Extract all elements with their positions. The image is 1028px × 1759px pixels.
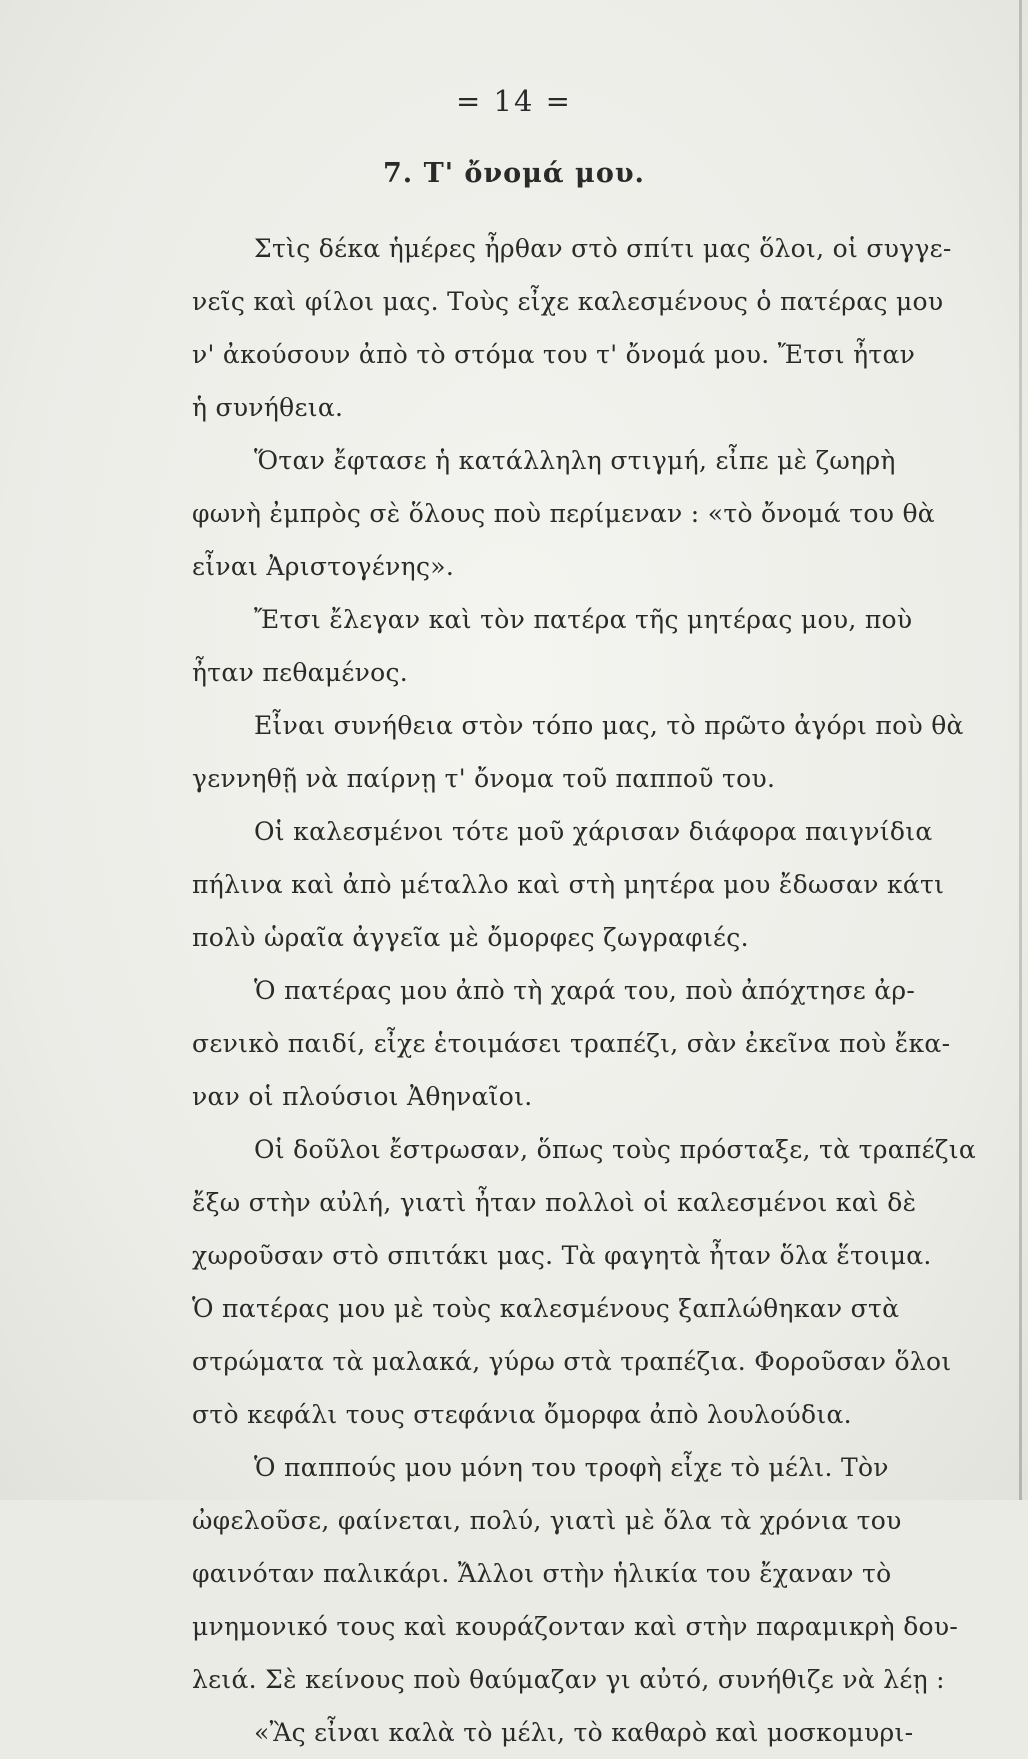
- text-line: ν' ἀκούσουν ἀπὸ τὸ στόμα του τ' ὄνομά μου. Ἔτσι ἦταν: [192, 340, 916, 369]
- text-line: Ὁ πατέρας μου μὲ τοὺς καλεσμένους ξαπλώθηκαν στὰ: [192, 1294, 900, 1323]
- text-line: Ὁ παππούς μου μόνη του τροφὴ εἶχε τὸ μέλι. Τὸν: [254, 1453, 889, 1482]
- chapter-title: 7. Τ' ὄνομά μου.: [383, 158, 645, 189]
- text-line: ἦταν πεθαμένος.: [192, 658, 409, 687]
- text-line: Στὶς δέκα ἡμέρες ἦρθαν στὸ σπίτι μας ὅλοι, οἱ συγγε-: [254, 234, 952, 263]
- text-line: ὠφελοῦσε, φαίνεται, πολύ, γιατὶ μὲ ὅλα τὰ χρόνια του: [192, 1506, 902, 1535]
- page-number: = 14 =: [456, 84, 572, 118]
- text-line: Οἱ καλεσμένοι τότε μοῦ χάρισαν διάφορα παιγνίδια: [254, 817, 933, 846]
- text-line: χωροῦσαν στὸ σπιτάκι μας. Τὰ φαγητὰ ἦταν ὅλα ἕτοιμα.: [192, 1241, 932, 1270]
- text-line: φωνὴ ἐμπρὸς σὲ ὅλους ποὺ περίμεναν : «τὸ ὄνομά του θὰ: [192, 499, 935, 528]
- text-line: Οἱ δοῦλοι ἔστρωσαν, ὅπως τοὺς πρόσταξε, τὰ τραπέζια: [254, 1135, 977, 1164]
- text-line: στρώματα τὰ μαλακά, γύρω στὰ τραπέζια. Φοροῦσαν ὅλοι: [192, 1347, 952, 1376]
- text-line: νεῖς καὶ φίλοι μας. Τοὺς εἶχε καλεσμένους ὁ πατέρας μου: [192, 287, 944, 316]
- text-line: πήλινα καὶ ἀπὸ μέταλλο καὶ στὴ μητέρα μου ἔδωσαν κάτι: [192, 870, 945, 899]
- page-edge-shadow: [1019, 0, 1022, 1500]
- text-line: λειά. Σὲ κείνους ποὺ θαύμαζαν γι αὐτό, συνήθιζε νὰ λέῃ :: [192, 1665, 945, 1694]
- text-line: στὸ κεφάλι τους στεφάνια ὄμορφα ἀπὸ λουλούδια.: [192, 1400, 852, 1429]
- text-line: Εἶναι συνήθεια στὸν τόπο μας, τὸ πρῶτο ἀγόρι ποὺ θὰ: [254, 711, 964, 740]
- text-line: ναν οἱ πλούσιοι Ἀθηναῖοι.: [192, 1082, 533, 1111]
- text-line: σενικὸ παιδί, εἶχε ἑτοιμάσει τραπέζι, σὰν ἐκεῖνα ποὺ ἔκα-: [192, 1029, 951, 1058]
- text-line: ἡ συνήθεια.: [192, 393, 344, 422]
- body-text: [192, 222, 992, 1759]
- text-line: πολὺ ὡραῖα ἀγγεῖα μὲ ὄμορφες ζωγραφιές.: [192, 923, 749, 952]
- text-line: Ἔτσι ἔλεγαν καὶ τὸν πατέρα τῆς μητέρας μου, ποὺ: [254, 605, 913, 634]
- text-line: Ὅταν ἔφτασε ἡ κατάλληλη στιγμή, εἶπε μὲ ζωηρὴ: [254, 446, 896, 475]
- text-line: γεννηθῇ νὰ παίρνῃ τ' ὄνομα τοῦ παπποῦ του.: [192, 764, 776, 793]
- text-line: μνημονικό τους καὶ κουράζονταν καὶ στὴν παραμικρὴ δου-: [192, 1612, 959, 1641]
- text-line: «Ἂς εἶναι καλὰ τὸ μέλι, τὸ καθαρὸ καὶ μοσκομυρι-: [254, 1718, 914, 1747]
- text-line: ἔξω στὴν αὐλή, γιατὶ ἦταν πολλοὶ οἱ καλεσμένοι καὶ δὲ: [192, 1188, 917, 1217]
- text-line: εἶναι Ἀριστογένης».: [192, 552, 455, 581]
- text-line: φαινόταν παλικάρι. Ἄλλοι στὴν ἡλικία του ἔχαναν τὸ: [192, 1559, 892, 1588]
- text-line: Ὁ πατέρας μου ἀπὸ τὴ χαρά του, ποὺ ἀπόχτησε ἀρ-: [254, 976, 916, 1005]
